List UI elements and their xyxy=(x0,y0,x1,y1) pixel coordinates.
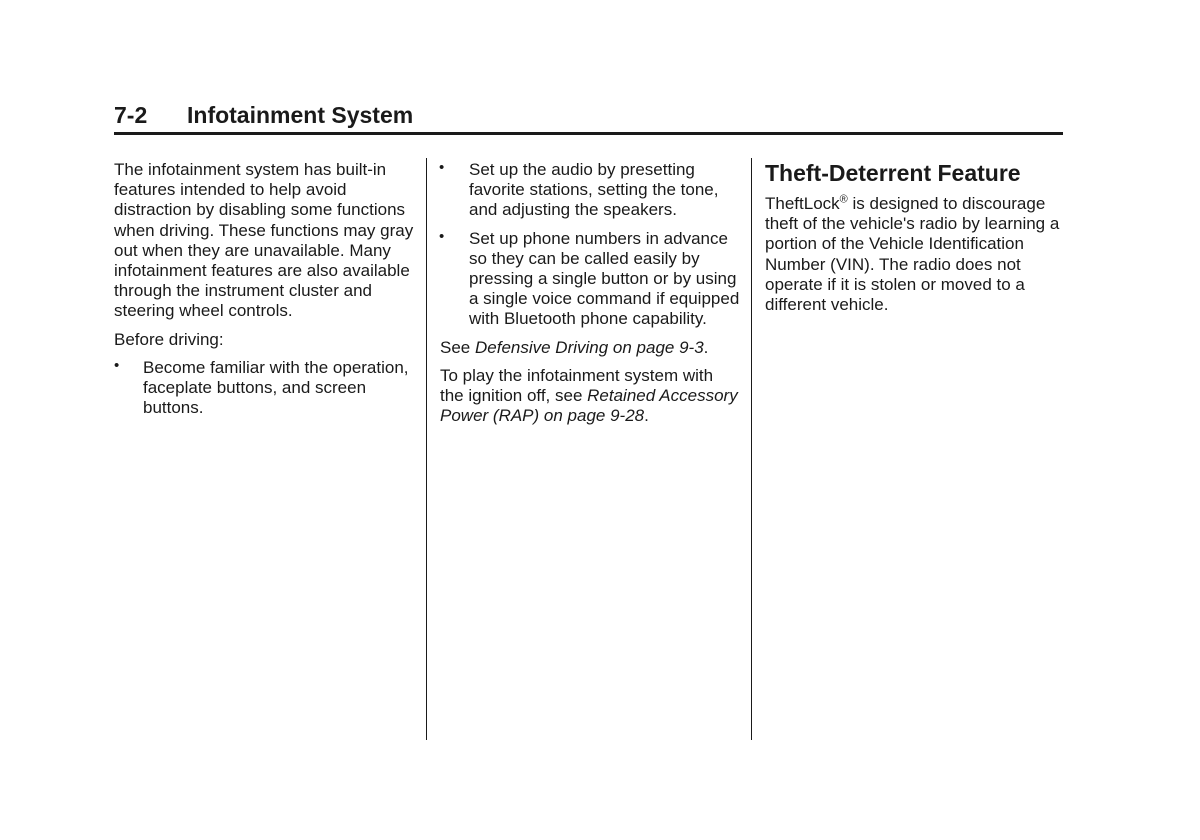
theft-deterrent-heading: Theft-Deterrent Feature xyxy=(765,160,1021,186)
column-1 xyxy=(114,160,414,426)
bullet-text: Become familiar with the operation, faceplate buttons, and screen buttons. xyxy=(143,357,409,418)
bullet-text: Set up the audio by presetting favorite stations, setting the tone, and adjusting the speakers. xyxy=(469,160,719,220)
before-driving-label: Before driving: xyxy=(114,329,224,349)
list-item xyxy=(114,358,414,419)
page-header xyxy=(114,100,1063,135)
defensive-driving-link[interactable]: Defensive Driving on page 9-3 xyxy=(474,337,704,357)
play-reference-paragraph xyxy=(440,366,740,427)
section-title: Infotainment System xyxy=(187,102,414,128)
column-divider-left xyxy=(426,158,427,740)
bullet-icon: • xyxy=(439,227,445,245)
bullet-text: Set up phone numbers in advance so they can be called easily by pressing a single button or by using a single voice command if equipped with Bluetooth phone capability. xyxy=(469,228,740,329)
theftlock-brand: TheftLock xyxy=(765,194,840,213)
see-reference-paragraph xyxy=(440,338,740,358)
bullet-icon: • xyxy=(114,356,120,374)
column-2 xyxy=(440,160,740,434)
list-item xyxy=(440,229,740,330)
see-prefix: See xyxy=(440,337,471,357)
theftlock-body: is designed to discourage theft of the vehicle's radio by learning a portion of the Vehicle Identification Number (VIN). The radio does not operate if it is stolen or moved to a different vehicle. xyxy=(765,194,1060,315)
page-number: 7-2 xyxy=(114,102,148,128)
bullet-icon: • xyxy=(439,159,445,176)
theftlock-paragraph xyxy=(765,194,1063,315)
play-suffix: . xyxy=(644,406,649,426)
intro-paragraph: The infotainment system has built-in features intended to help avoid distraction by disabling some functions when driving. These functions may gray out when they are unavailable. Many infotainment features are also available through the instrument cluster and steering wheel controls. xyxy=(114,160,414,321)
list-item xyxy=(440,160,740,221)
column-divider-right xyxy=(751,158,752,740)
registered-mark: ® xyxy=(839,193,848,206)
see-suffix: . xyxy=(703,337,709,357)
rap-link[interactable]: Retained Accessory Power (RAP) on page 9-28 xyxy=(440,386,738,426)
column-3 xyxy=(765,158,1063,323)
play-prefix: To play the infotainment system with the ignition off, see xyxy=(440,365,714,406)
